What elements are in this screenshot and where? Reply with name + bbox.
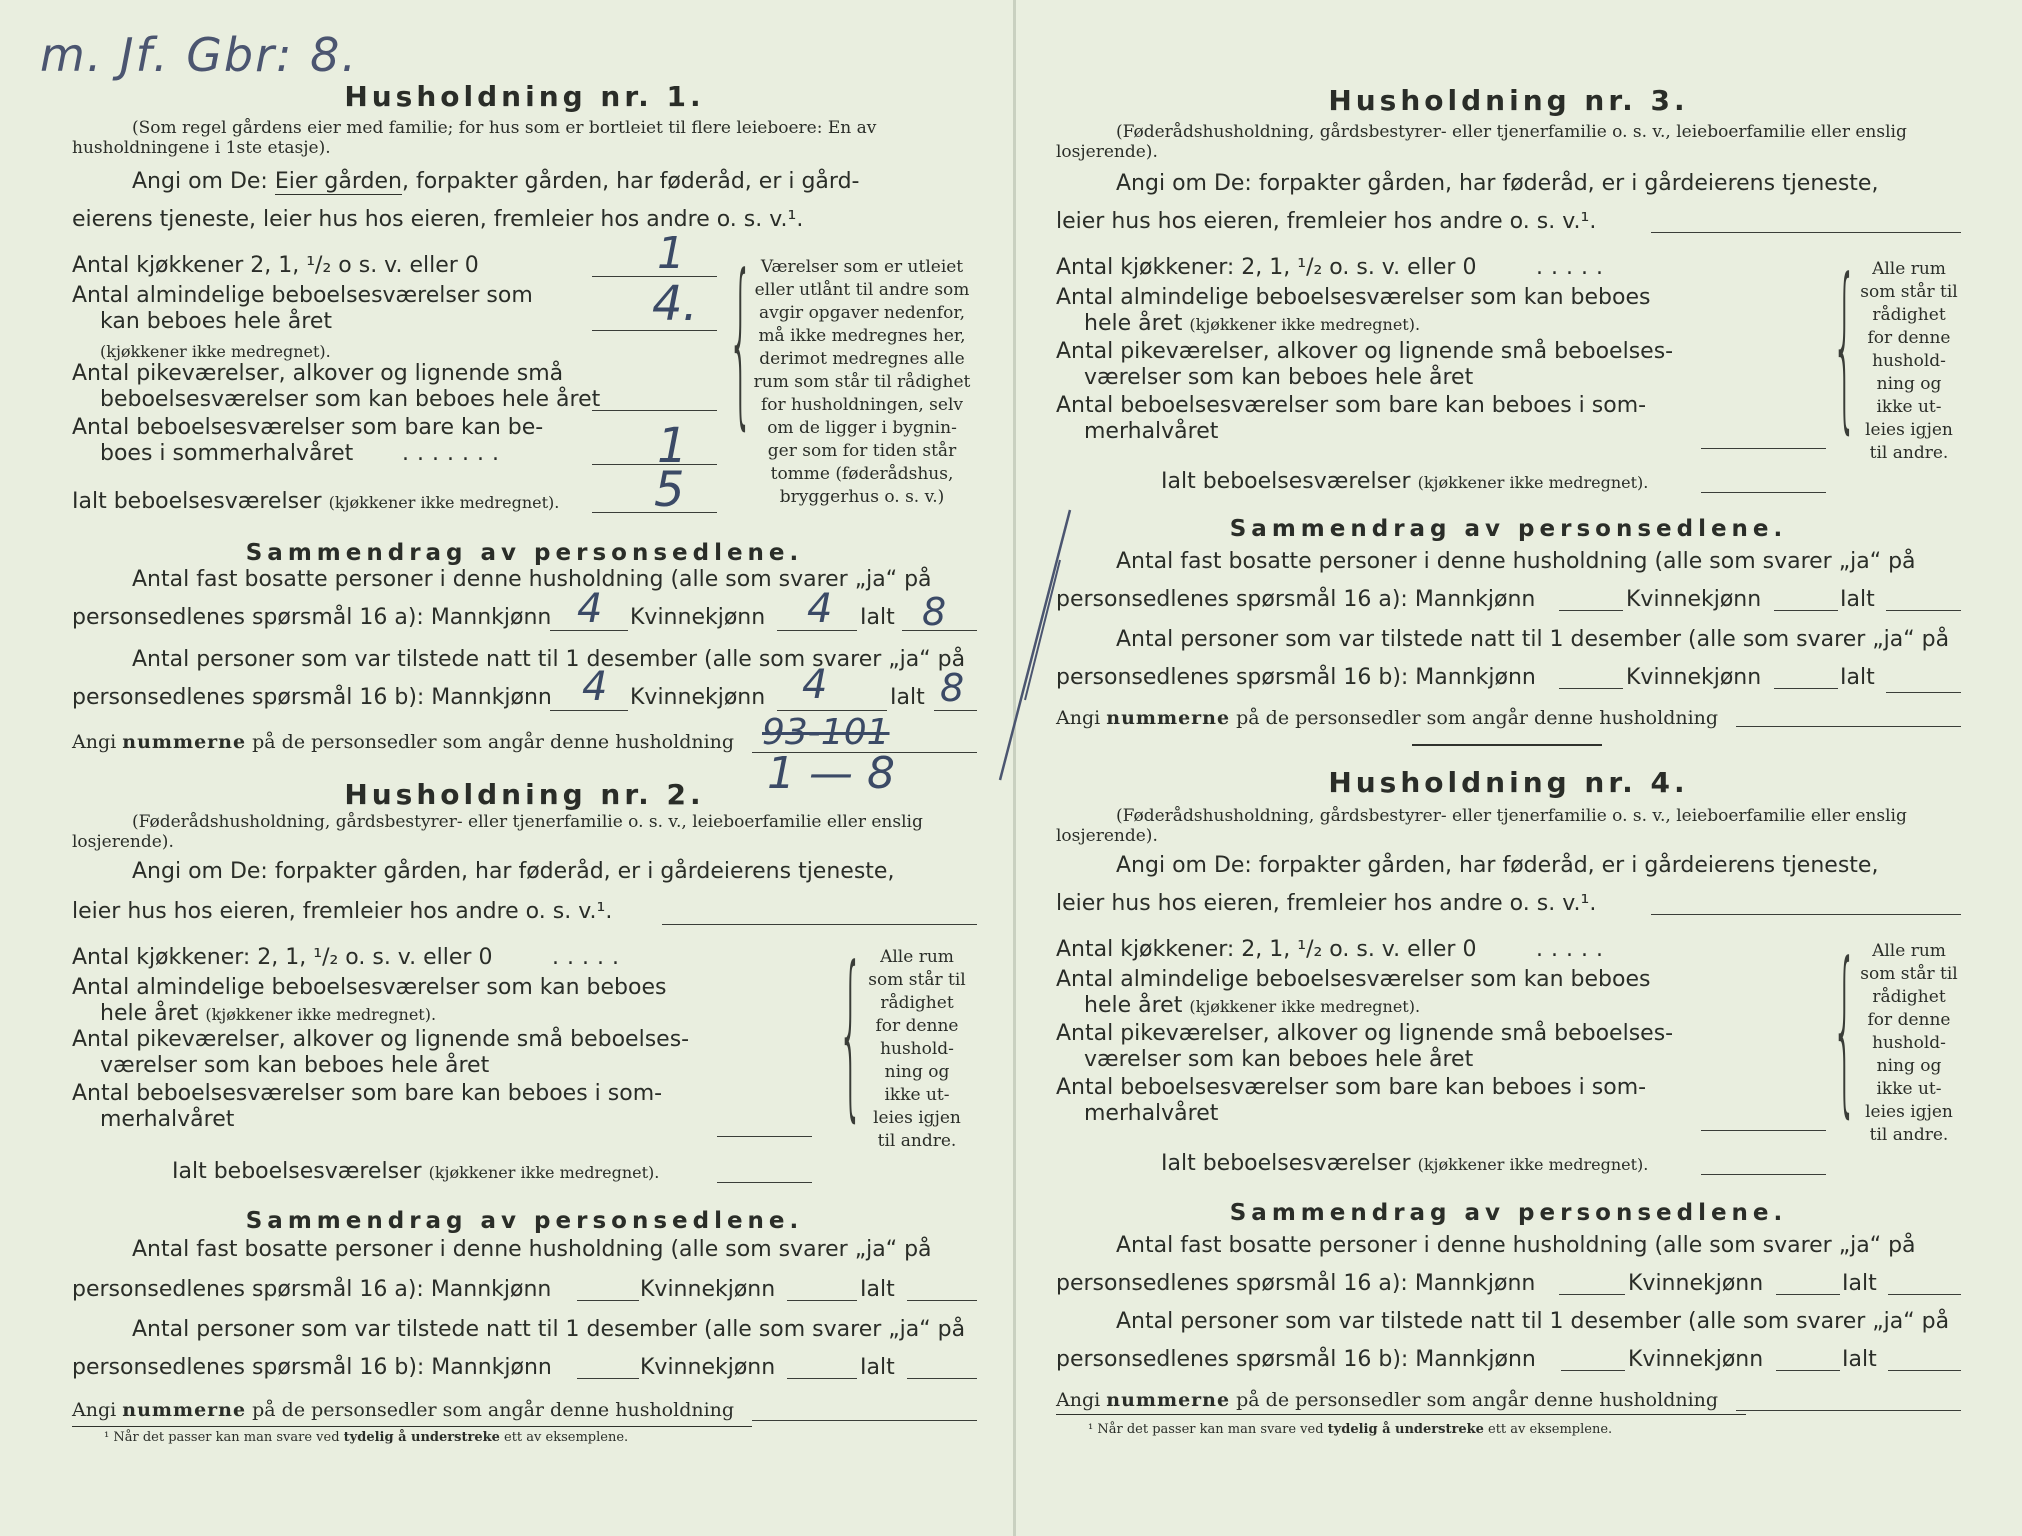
h1-present-t-value: 8	[940, 666, 965, 710]
h3-fast-m-line	[1559, 610, 1623, 611]
h3-present-ialt: Ialt	[1840, 665, 1875, 690]
h1-fast-prefix: personsedlenes spørsmål 16 a): Mannkjønn	[72, 605, 552, 630]
h3-summer-line	[1701, 448, 1826, 449]
h4-rooms-label2-note: (kjøkkener ikke medregnet).	[1189, 997, 1421, 1016]
h1-summer-value: 1	[657, 418, 688, 474]
h4-numbers-line	[1736, 1410, 1961, 1411]
h3-numbers-suffix: på de personsedler som angår denne husholdning	[1236, 707, 1719, 729]
brace-note-line: hushold-	[880, 1039, 954, 1059]
h1-kitchens-value: 1	[657, 228, 685, 279]
h2-summer-label2: merhalvåret	[100, 1107, 235, 1132]
h3-title: Husholdning nr. 3.	[1328, 84, 1689, 117]
h2-angi-line2: leier hus hos eieren, fremleier hos andre o. s. v.¹.	[72, 899, 613, 924]
brace-note-line: Alle rum	[1872, 941, 1946, 961]
h3-fast-k-line	[1774, 610, 1838, 611]
right-footnote-prefix: ¹ Når det passer kan man svare ved	[1088, 1422, 1324, 1437]
h1-note: (Som regel gårdens eier med familie; for hus som er bortleiet til flere leieboere: En av husholdningene i 1ste etasje).	[72, 118, 877, 158]
left-footnote	[104, 1430, 628, 1445]
h4-note: (Føderådshusholdning, gårdsbestyrer- eller tjenerfamilie o. s. v., leieboerfamilie eller enslig losjerende).	[1056, 806, 1907, 846]
h4-present-m-line	[1561, 1370, 1625, 1371]
h3-kitchens-label: Antal kjøkkener: 2, 1, ¹/₂ o. s. v. eller 0	[1056, 255, 1477, 280]
h1-present-ialt: Ialt	[890, 685, 925, 710]
brace-note-line: rådighet	[1872, 305, 1946, 325]
h3-fast-kvinne: Kvinnekjønn	[1626, 587, 1762, 612]
h2-maid-label1: Antal pikeværelser, alkover og lignende små beboelses-	[72, 1027, 690, 1052]
h1-maid-label2: beboelsesværelser som kan beboes hele året	[100, 387, 601, 412]
h1-rooms-label3: (kjøkkener ikke medregnet).	[100, 342, 331, 361]
h3-total-line	[1701, 492, 1826, 493]
h2-summary-title: Sammendrag av personsedlene.	[245, 1208, 804, 1234]
h3-note: (Føderådshusholdning, gårdsbestyrer- eller tjenerfamilie o. s. v., leieboerfamilie eller enslig losjerende).	[1056, 122, 1907, 162]
h2-fast-prefix: personsedlenes spørsmål 16 a): Mannkjønn	[72, 1277, 552, 1302]
h4-fast-t-line	[1888, 1294, 1961, 1295]
h2-fast-t-line	[907, 1300, 977, 1301]
h1-fast-kvinne: Kvinnekjønn	[630, 605, 766, 630]
h1-present-t-line	[934, 710, 977, 711]
h1-brace-note-line: eller utlånt til andre som	[754, 280, 970, 300]
h2-rooms-label2-note: (kjøkkener ikke medregnet).	[205, 1005, 437, 1024]
h1-brace-note	[742, 256, 982, 509]
h1-maid-line	[592, 410, 717, 411]
right-page	[1056, 0, 1961, 1536]
left-footnote-prefix: ¹ Når det passer kan man svare ved	[104, 1430, 340, 1445]
h4-rooms-label2	[1084, 992, 1420, 1020]
h1-angi-rest: , forpakter gården, har føderåd, er i gård-	[401, 169, 860, 194]
h4-fast-m-line	[1559, 1294, 1625, 1295]
brace-note-line: hushold-	[1872, 1033, 1946, 1053]
h3-rooms-label1: Antal almindelige beboelsesværelser som kan beboes	[1056, 285, 1651, 310]
brace-note-line: ning og	[1876, 1056, 1942, 1076]
h4-numbers-bold: nummerne	[1106, 1389, 1231, 1411]
h3-present-t-line	[1886, 692, 1961, 693]
left-footnote-bold: tydelig å understreke	[343, 1430, 500, 1445]
h1-fast-t-value: 8	[922, 590, 947, 634]
h4-angi-line1: Angi om De: forpakter gården, har føderåd, er i gårdeierens tjeneste,	[1116, 853, 1879, 878]
h1-numbers-bold: nummerne	[122, 731, 247, 753]
h2-title: Husholdning nr. 2.	[344, 778, 705, 811]
h2-maid-label2: værelser som kan beboes hele året	[100, 1053, 490, 1078]
h2-numbers-suffix: på de personsedler som angår denne husholdning	[252, 1399, 735, 1421]
h4-angi-line2: leier hus hos eieren, fremleier hos andre o. s. v.¹.	[1056, 891, 1597, 916]
h3-fast-t-line	[1886, 610, 1961, 611]
h3-brace-note	[1854, 258, 1964, 465]
h2-rooms-label2-main: hele året	[100, 1001, 199, 1026]
h4-summer-label1: Antal beboelsesværelser som bare kan beboes i som-	[1056, 1075, 1647, 1100]
h4-summer-label2: merhalvåret	[1084, 1101, 1219, 1126]
h2-present-k-line	[787, 1378, 857, 1379]
h1-numbers-value: 1 — 8	[767, 748, 895, 799]
h4-fast-k-line	[1776, 1294, 1840, 1295]
h2-rooms-label1: Antal almindelige beboelsesværelser som kan beboes	[72, 975, 667, 1000]
brace-note-line: som står til	[1860, 282, 1958, 302]
h1-brace-note-line: Værelser som er utleiet	[760, 257, 964, 277]
h3-numbers-row	[1056, 704, 1961, 732]
h4-present-line1: Antal personer som var tilstede natt til 1 desember (alle som svarer „ja“ på	[1116, 1309, 1950, 1334]
h4-present-t-line	[1888, 1370, 1961, 1371]
brace-note-line: som står til	[1860, 964, 1958, 984]
right-footnote	[1088, 1422, 1612, 1437]
brace-note-line: ikke ut-	[884, 1085, 950, 1105]
h4-present-ialt: Ialt	[1842, 1347, 1877, 1372]
h2-total-note: (kjøkkener ikke medregnet).	[428, 1163, 660, 1182]
h1-angi-underlined: Eier gården	[274, 169, 402, 194]
h3-fast-line1: Antal fast bosatte personer i denne husholdning (alle som svarer „ja“ på	[1116, 549, 1916, 574]
h4-fast-ialt: Ialt	[1842, 1271, 1877, 1296]
h1-present-m-line	[550, 710, 628, 711]
h2-kitchens-dots: .....	[552, 945, 627, 970]
h4-maid-label2: værelser som kan beboes hele året	[1084, 1047, 1474, 1072]
brace-note-line: ning og	[1876, 374, 1942, 394]
h2-numbers-line	[752, 1420, 977, 1421]
h3-present-prefix: personsedlenes spørsmål 16 b): Mannkjønn	[1056, 665, 1536, 690]
h1-present-kvinne: Kvinnekjønn	[630, 685, 766, 710]
h1-fast-m-value: 4	[577, 586, 603, 632]
brace-note-line: leies igjen	[1865, 420, 1953, 440]
brace-note-line: hushold-	[1872, 351, 1946, 371]
h1-rooms-label2: kan beboes hele året	[100, 309, 333, 334]
brace-note-line: ning og	[884, 1062, 950, 1082]
h4-total-label: Ialt beboelsesværelser	[1161, 1151, 1411, 1176]
h3-maid-label2: værelser som kan beboes hele året	[1084, 365, 1474, 390]
h2-present-kvinne: Kvinnekjønn	[640, 1355, 776, 1380]
h2-brace: {	[838, 929, 864, 1138]
h4-title: Husholdning nr. 4.	[1328, 766, 1689, 799]
h1-total-label: Ialt beboelsesværelser	[72, 489, 322, 514]
h4-present-kvinne: Kvinnekjønn	[1628, 1347, 1764, 1372]
h1-summer-dots: .......	[402, 441, 507, 466]
h2-angi-line1: Angi om De: forpakter gården, har føderåd, er i gårdeierens tjeneste,	[132, 859, 895, 884]
h1-brace-note-line: bryggerhus o. s. v.)	[779, 487, 945, 507]
h4-numbers-prefix: Angi	[1056, 1389, 1101, 1411]
h2-kitchens-label: Antal kjøkkener: 2, 1, ¹/₂ o. s. v. eller 0	[72, 945, 493, 970]
h2-angi-line	[662, 924, 977, 925]
h2-fast-ialt: Ialt	[860, 1277, 895, 1302]
h2-total-label: Ialt beboelsesværelser	[172, 1159, 422, 1184]
h1-brace-note-line: må ikke medregnes her,	[758, 326, 966, 346]
h1-fast-k-value: 4	[807, 586, 833, 632]
h4-kitchens-dots: .....	[1536, 937, 1611, 962]
h2-present-t-line	[907, 1378, 977, 1379]
brace-note-line: til andre.	[877, 1131, 957, 1151]
h2-total-line	[717, 1182, 812, 1183]
h2-fast-m-line	[577, 1300, 639, 1301]
h2-rooms-label2	[100, 1000, 436, 1028]
h2-present-ialt: Ialt	[860, 1355, 895, 1380]
h1-present-k-line	[777, 710, 887, 711]
h1-present-k-value: 4	[802, 662, 828, 708]
h1-fast-line1: Antal fast bosatte personer i denne husholdning (alle som svarer „ja“ på	[132, 567, 932, 592]
h1-fast-line2	[72, 604, 977, 632]
h4-total-line	[1701, 1174, 1826, 1175]
h3-summer-label2: merhalvåret	[1084, 419, 1219, 444]
h1-maid-label1: Antal pikeværelser, alkover og lignende små	[72, 361, 564, 386]
brace-note-line: Alle rum	[880, 947, 954, 967]
brace-note-line: for denne	[875, 1016, 959, 1036]
h1-present-line2	[72, 684, 977, 712]
h3-rooms-label2-note: (kjøkkener ikke medregnet).	[1189, 315, 1421, 334]
h3-angi-line1: Angi om De: forpakter gården, har føderåd, er i gårdeierens tjeneste,	[1116, 171, 1879, 196]
brace-note-line: til andre.	[1869, 1125, 1949, 1145]
h1-brace: {	[728, 237, 754, 446]
h4-rooms-label1: Antal almindelige beboelsesværelser som kan beboes	[1056, 967, 1651, 992]
h2-present-line1: Antal personer som var tilstede natt til 1 desember (alle som svarer „ja“ på	[132, 1317, 966, 1342]
h3-present-m-line	[1559, 688, 1623, 689]
h1-present-line1: Antal personer som var tilstede natt til 1 desember (alle som svarer „ja“ på	[132, 647, 966, 672]
h4-fast-kvinne: Kvinnekjønn	[1628, 1271, 1764, 1296]
h4-total-note: (kjøkkener ikke medregnet).	[1417, 1155, 1649, 1174]
brace-note-line: for denne	[1867, 1010, 1951, 1030]
h1-brace-note-line: om de ligger i bygnin-	[767, 418, 957, 438]
h3-numbers-line	[1736, 726, 1961, 727]
h1-brace-note-line: avgir opgaver nedenfor,	[758, 303, 965, 323]
h2-fast-k-line	[787, 1300, 857, 1301]
brace-note-line: til andre.	[1869, 443, 1949, 463]
h2-present-prefix: personsedlenes spørsmål 16 b): Mannkjønn	[72, 1355, 552, 1380]
h4-maid-label1: Antal pikeværelser, alkover og lignende små beboelses-	[1056, 1021, 1674, 1046]
h1-summer-label2: boes i sommerhalvåret	[100, 441, 354, 466]
h2-present-m-line	[577, 1378, 639, 1379]
h1-rooms-value: 4.	[652, 276, 698, 332]
h2-fast-kvinne: Kvinnekjønn	[640, 1277, 776, 1302]
brace-note-line: ikke ut-	[1876, 1079, 1942, 1099]
left-page	[72, 0, 977, 1536]
h2-summer-label1: Antal beboelsesværelser som bare kan beboes i som-	[72, 1081, 663, 1106]
h1-title: Husholdning nr. 1.	[344, 80, 705, 113]
h3-present-k-line	[1774, 688, 1838, 689]
h3-maid-label1: Antal pikeværelser, alkover og lignende små beboelses-	[1056, 339, 1674, 364]
h1-numbers-struck: 93-101	[762, 712, 890, 753]
h2-footnote-rule	[72, 1426, 752, 1427]
h3-rooms-label2	[1084, 310, 1420, 338]
brace-note-line: rådighet	[880, 993, 954, 1013]
h4-summer-line	[1701, 1130, 1826, 1131]
brace-note-line: leies igjen	[873, 1108, 961, 1128]
brace-note-line: leies igjen	[1865, 1102, 1953, 1122]
brace-note-line: Alle rum	[1872, 259, 1946, 279]
h4-brace-note	[1854, 940, 1964, 1147]
h2-numbers-prefix: Angi	[72, 1399, 117, 1421]
h4-fast-line1: Antal fast bosatte personer i denne husholdning (alle som svarer „ja“ på	[1116, 1233, 1916, 1258]
h1-angi-line2: eierens tjeneste, leier hus hos eieren, fremleier hos andre o. s. v.¹.	[72, 207, 804, 232]
right-footnote-suffix: ett av eksemplene.	[1488, 1422, 1613, 1437]
h3-summer-label1: Antal beboelsesværelser som bare kan beboes i som-	[1056, 393, 1647, 418]
h3-angi-line2: leier hus hos eieren, fremleier hos andre o. s. v.¹.	[1056, 209, 1597, 234]
brace-note-line: for denne	[1867, 328, 1951, 348]
h4-kitchens-label: Antal kjøkkener: 2, 1, ¹/₂ o. s. v. eller 0	[1056, 937, 1477, 962]
right-footnote-bold: tydelig å understreke	[1327, 1422, 1484, 1437]
h1-numbers-suffix: på de personsedler som angår denne husholdning	[252, 731, 735, 753]
h1-total-row	[72, 488, 559, 516]
h3-present-kvinne: Kvinnekjønn	[1626, 665, 1762, 690]
h2-fast-line1: Antal fast bosatte personer i denne husholdning (alle som svarer „ja“ på	[132, 1237, 932, 1262]
h1-kitchens-label: Antal kjøkkener 2, 1, ¹/₂ o s. v. eller 0	[72, 253, 479, 278]
h1-present-m-value: 4	[582, 664, 608, 710]
h3-summary-title: Sammendrag av personsedlene.	[1229, 516, 1788, 542]
h3-angi-line	[1651, 232, 1961, 233]
h1-total-note: (kjøkkener ikke medregnet).	[328, 493, 560, 512]
h2-total-row	[172, 1158, 659, 1186]
h4-footnote-rule	[1056, 1414, 1746, 1415]
h3-kitchens-dots: .....	[1536, 255, 1611, 280]
h3-total-row	[1161, 468, 1648, 496]
h4-numbers-suffix: på de personsedler som angår denne husholdning	[1236, 1389, 1719, 1411]
brace-note-line: rådighet	[1872, 987, 1946, 1007]
h1-fast-ialt: Ialt	[860, 605, 895, 630]
brace-note-line: ikke ut-	[1876, 397, 1942, 417]
h4-total-row	[1161, 1150, 1648, 1178]
h4-present-k-line	[1776, 1370, 1840, 1371]
h4-brace: {	[1832, 925, 1858, 1134]
h4-rooms-label2-main: hele året	[1084, 993, 1183, 1018]
h3-brace: {	[1832, 241, 1858, 450]
h1-brace-note-line: rum som står til rådighet	[753, 372, 971, 392]
h3-numbers-bold: nummerne	[1106, 707, 1231, 729]
h3-rooms-label2-main: hele året	[1084, 311, 1183, 336]
h2-note: (Føderådshusholdning, gårdsbestyrer- eller tjenerfamilie o. s. v., leieboerfamilie eller enslig losjerende).	[72, 812, 923, 852]
h1-angi-prefix: Angi om De:	[132, 169, 268, 194]
h2-numbers-bold: nummerne	[122, 1399, 247, 1421]
h3-fast-ialt: Ialt	[1840, 587, 1875, 612]
h1-brace-note-line: tomme (føderådshus,	[770, 464, 954, 484]
h1-numbers-prefix: Angi	[72, 731, 117, 753]
brace-note-line: som står til	[868, 970, 966, 990]
h1-brace-note-line: derimot medregnes alle	[759, 349, 965, 369]
h1-summer-label1: Antal beboelsesværelser som bare kan be-	[72, 415, 544, 440]
h1-summary-title: Sammendrag av personsedlene.	[245, 540, 804, 566]
h3-numbers-prefix: Angi	[1056, 707, 1101, 729]
section-divider	[1412, 744, 1602, 746]
h4-angi-line	[1651, 914, 1961, 915]
h1-angi-line1	[132, 168, 977, 196]
left-footnote-suffix: ett av eksemplene.	[504, 1430, 629, 1445]
h4-present-prefix: personsedlenes spørsmål 16 b): Mannkjønn	[1056, 1347, 1536, 1372]
h1-total-value: 5	[654, 462, 685, 518]
h3-fast-prefix: personsedlenes spørsmål 16 a): Mannkjønn	[1056, 587, 1536, 612]
h3-present-line1: Antal personer som var tilstede natt til 1 desember (alle som svarer „ja“ på	[1116, 627, 1950, 652]
h4-summary-title: Sammendrag av personsedlene.	[1229, 1200, 1788, 1226]
handwritten-corner-note: m. Jf. Gbr: 8.	[40, 28, 359, 82]
h2-summer-line	[717, 1136, 812, 1137]
h3-total-label: Ialt beboelsesværelser	[1161, 469, 1411, 494]
h2-brace-note	[862, 946, 972, 1153]
h4-fast-prefix: personsedlenes spørsmål 16 a): Mannkjønn	[1056, 1271, 1536, 1296]
h3-total-note: (kjøkkener ikke medregnet).	[1417, 473, 1649, 492]
h1-present-prefix: personsedlenes spørsmål 16 b): Mannkjønn	[72, 685, 552, 710]
h1-brace-note-line: for husholdningen, selv	[760, 395, 964, 415]
h1-rooms-label1: Antal almindelige beboelsesværelser som	[72, 283, 533, 308]
h1-brace-note-line: ger som for tiden står	[767, 441, 957, 461]
